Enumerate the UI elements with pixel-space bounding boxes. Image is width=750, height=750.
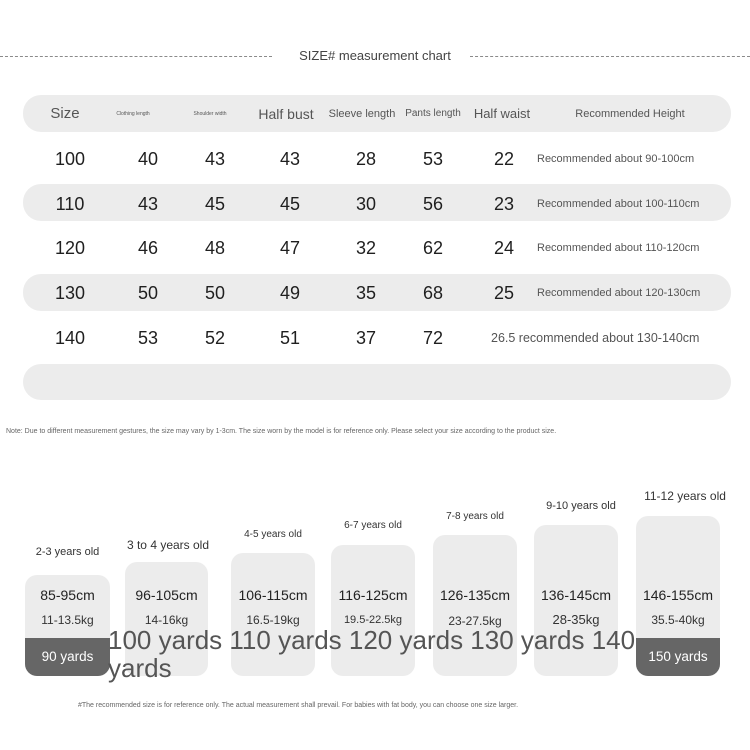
cell-shoulder-width: 43 [204, 149, 226, 169]
card-weight: 19.5-22.5kg [343, 614, 403, 626]
cell-clothing-length: 53 [137, 328, 159, 348]
card-weight: 23-27.5kg [448, 614, 502, 628]
card-weight: 35.5-40kg [651, 613, 705, 627]
card-age-label: 11-12 years old [644, 489, 726, 503]
size-table-header [0, 99, 750, 129]
size-card [636, 516, 720, 676]
cell-pants-length: 62 [422, 238, 444, 258]
card-height: 96-105cm [135, 587, 198, 603]
cell-half-bust: 49 [279, 283, 301, 303]
empty-band [23, 364, 731, 400]
table-row [0, 144, 750, 174]
card-age-label: 4-5 years old [244, 529, 302, 540]
cell-sleeve-length: 37 [355, 328, 377, 348]
card-age-label: 7-8 years old [446, 511, 504, 522]
header-pants-length: Pants length [405, 108, 461, 119]
cell-shoulder-width: 48 [204, 238, 226, 258]
card-height: 106-115cm [238, 587, 308, 603]
cell-half-waist: 25 [493, 283, 515, 303]
table-row [0, 323, 750, 353]
cell-recommended-height: Recommended about 100-110cm [537, 198, 700, 210]
cell-sleeve-length: 30 [355, 194, 377, 214]
header-size: Size [50, 105, 80, 122]
cell-half-waist: 23 [493, 194, 515, 214]
size-card [25, 575, 110, 676]
cell-shoulder-width: 52 [204, 328, 226, 348]
cell-recommended-height: Recommended about 90-100cm [537, 153, 695, 165]
card-age-label: 9-10 years old [546, 500, 616, 512]
card-size-label: 90 yards [25, 638, 110, 676]
cell-clothing-length: 40 [137, 149, 159, 169]
card-weight: 14-16kg [144, 613, 189, 627]
cell-shoulder-width: 45 [204, 194, 226, 214]
table-row [0, 189, 750, 219]
cell-half-waist: 22 [493, 149, 515, 169]
header-shoulder-width: Shoulder width [193, 111, 227, 117]
cell-half-waist-and-height: 26.5 recommended about 130-140cm [491, 331, 700, 345]
header-recommended-height: Recommended Height [575, 108, 685, 120]
chart-title-row [0, 46, 750, 66]
cell-sleeve-length: 28 [355, 149, 377, 169]
measurement-note: Note: Due to different measurement gestures, the size may vary by 1-3cm. The size worn by the model is for reference only. Please select your size according to the product size. [6, 428, 557, 435]
chart-title: SIZE# measurement chart [299, 48, 451, 63]
card-height: 116-125cm [338, 587, 408, 603]
cell-size: 140 [54, 328, 86, 348]
cell-sleeve-length: 32 [355, 238, 377, 258]
header-clothing-length: Clothing length [116, 111, 150, 117]
cell-half-bust: 43 [279, 149, 301, 169]
cell-pants-length: 72 [422, 328, 444, 348]
card-height: 136-145cm [540, 587, 612, 603]
title-divider-right [470, 56, 750, 57]
table-row [0, 233, 750, 263]
card-age-label: 6-7 years old [344, 520, 402, 531]
card-height: 85-95cm [40, 587, 95, 603]
cell-pants-length: 53 [422, 149, 444, 169]
cell-half-bust: 45 [279, 194, 301, 214]
cell-clothing-length: 43 [137, 194, 159, 214]
cell-recommended-height: Recommended about 110-120cm [537, 242, 700, 254]
card-weight: 11-13.5kg [41, 613, 94, 627]
card-weight: 16.5-19kg [246, 613, 300, 627]
cell-sleeve-length: 35 [355, 283, 377, 303]
cell-half-bust: 51 [279, 328, 301, 348]
header-half-waist: Half waist [473, 106, 531, 121]
cell-size: 130 [54, 283, 86, 303]
cell-size: 110 [55, 194, 85, 214]
cell-size: 100 [54, 149, 86, 169]
cell-pants-length: 68 [422, 283, 444, 303]
header-sleeve-length: Sleeve length [328, 108, 396, 120]
recommendation-footnote: #The recommended size is for reference only. The actual measurement shall prevail. For babies with fat body, you can choose one size larger. [78, 702, 519, 709]
cell-half-waist: 24 [493, 238, 515, 258]
card-height: 126-135cm [439, 587, 511, 603]
header-half-bust: Half bust [258, 106, 314, 122]
cell-clothing-length: 50 [137, 283, 159, 303]
card-age-label: 2-3 years old [35, 546, 100, 558]
yards-overlay-text: 100 yards 110 yards 120 yards 130 yards 140 yards [108, 625, 636, 683]
cell-pants-length: 56 [422, 194, 444, 214]
cell-shoulder-width: 50 [204, 283, 226, 303]
cell-clothing-length: 46 [137, 238, 159, 258]
card-height: 146-155cm [642, 587, 714, 603]
card-size-label: 150 yards [636, 638, 720, 676]
cell-half-bust: 47 [279, 238, 301, 258]
table-row [0, 278, 750, 308]
card-weight: 28-35kg [552, 612, 600, 627]
cell-recommended-height: Recommended about 120-130cm [537, 287, 701, 299]
card-age-label: 3 to 4 years old [126, 538, 210, 552]
cell-size: 120 [54, 238, 86, 258]
